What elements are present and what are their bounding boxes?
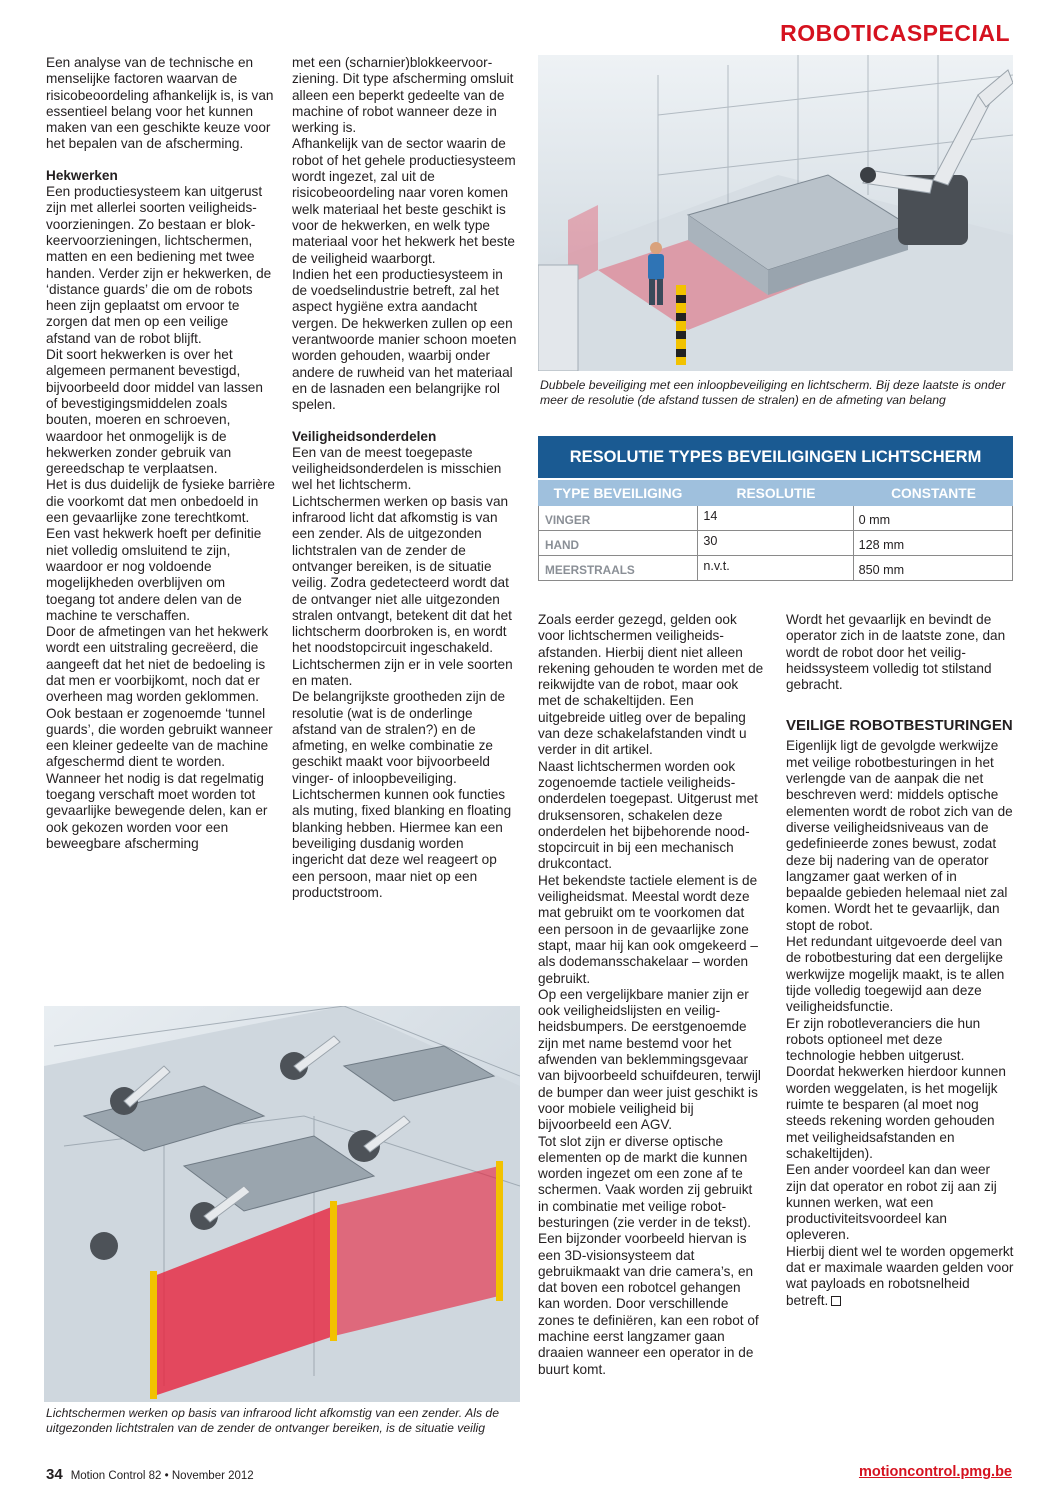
paragraph: Naast lichtschermen worden ook zogenoemde tactiele veiligheidsonderdelen toegepast. Uitgerust met druksensoren, schakelen deze onderdelen het bijbehorende noodstopcircuit in bij een mechanisch drukcontact. [538, 758, 758, 872]
paragraph: Lichtschermen zijn er in vele soorten en maten. [292, 656, 513, 688]
paragraph: Lichtschermen kunnen ook functies als muting, fixed blanking en floating blanking hebben. Hiermee kan een beveiliging dusdanig worden ingericht dat deze wel reageert op een persoon, maar niet op een productstroom. [292, 787, 512, 900]
paragraph: Het is dus duidelijk de fysieke barrière die voorkomt dat men onbedoeld in een gevaarlijke zone terechtkomt. [46, 477, 275, 526]
table-header-cell: TYPE BEVEILIGING [553, 486, 683, 501]
paragraph: Tot slot zijn er diverse optische elementen op de markt die kunnen worden ingezet om een zone af te schermen. Vaak worden zij gebruikt in combinatie met veilige robotbesturingen (zie verder in de tekst). Een bijzonder voorbeeld hiervan is een 3D-visionsysteem dat gebruikmaakt van drie camera’s, en dat boven een robotcel gehangen kan worden. Door verschillende zones te definiëren, kan een robot of machine eerst langzamer gaan draaien wanneer een operator in de buurt komt. [538, 1133, 759, 1377]
robot-cell-illustration [538, 55, 1013, 371]
text-column-2 [292, 55, 518, 901]
paragraph: Dit soort hekwerken is over het algemeen permanent bevestigd, bijvoorbeeld door middel van lassen of bevestigingsmiddelen zoals bouten, moeren en schroeven, waardoor het onmogelijk is de hekwerken zonder gebruik van gereedschap te verplaatsen. [46, 347, 263, 477]
table-header-row [538, 478, 1013, 506]
end-of-article-icon [831, 1296, 841, 1306]
resolution-table [538, 436, 1013, 581]
text-column-1 [46, 55, 276, 852]
paragraph: met een (scharnier)blokkeervoorziening. Dit type afscherming omsluit alleen een beperkt gedeelte van de machine of robot wanneer deze in werking is. [292, 55, 514, 136]
paragraph: Een ander voordeel kan dan weer zijn dat operator en robot zij aan zij kunnen werken, wat een productiviteitsvoordeel kan opleveren. [786, 1162, 997, 1243]
paragraph: Het bekendste tactiele element is de veiligheidsmat. Meestal wordt deze mat gebruikt om te voorkomen dat een persoon in de gevaarlijke zone stapt, maar hij kan ook omgekeerd – als dodemansschakelaar – worden gebruikt. [538, 872, 758, 986]
paragraph: Eigenlijk ligt de gevolgde werkwijze met veilige robotbesturingen in het verlengde van de aanpak die net beschreven werd: middels optische elementen wordt de robot zich van de diverse veiligheidsniveaus van de gedefinieerde zones bewust, zodat deze bij nadering van de operator langzamer gaat werken of in bepaalde gebieden helemaal niet zal komen. Wordt het te gevaarlijk, dan stopt de robot. [786, 738, 1013, 933]
robot-line-photo [44, 1006, 520, 1402]
table-title: RESOLUTIE TYPES BEVEILIGINGEN LICHTSCHERM [538, 436, 1013, 478]
paragraph: Zoals eerder gezegd, gelden ook voor lichtschermen veiligheidsafstanden. Hierbij dient niet alleen rekening gehouden te worden met de reikwijdte van de robot, maar ook met de schakeltijden. Een uitgebreide uitleg over de bepaling van deze schakelafstanden vindt u verder in dit artikel. [538, 612, 764, 758]
paragraph: Een vast hekwerk hoeft per definitie niet volledig omsluitend te zijn, waardoor er nog voldoende mogelijkheden overblijven om toegang tot andere delen van de machine te verschaffen. [46, 526, 262, 623]
subheading-veiligheidsonderdelen: Veiligheidsonderdelen [292, 428, 437, 444]
paragraph: De belangrijkste grootheden zijn de resolutie (wat is de onderlinge afstand van de stralen?) en de afmeting, en welke combinatie ze geschikt maakt voor bijvoorbeeld vinger- of inloopbeveiliging. [292, 689, 506, 786]
section-title: ROBOTICASPECIAL [780, 20, 1010, 46]
paragraph: Door de afmetingen van het hekwerk wordt een uitstraling gecreëerd, die aangeeft dat het niet de bedoeling is dat men er voorbijkomt, noch dat er overheen mag worden geklommen. [46, 624, 269, 705]
paragraph: Een analyse van de technische en menselijke factoren waarvan de risicobeoordeling afhankelijk is, is van essentieel belang voor het kunnen maken van een geschikte keuze voor het bepalen van de afscherming. [46, 55, 274, 152]
publication-info: Motion Control 82 • November 2012 [70, 1470, 254, 1482]
table-cell-constant: 0 mm [858, 513, 891, 527]
paragraph: Indien het een productiesysteem in de voedselindustrie betreft, zal het aspect hygiëne extra aandacht vergen. De hekwerken zullen op een verantwoorde manier schoon moeten worden gehouden, waarbij onder andere de ruwheid van het materiaal en de lasnaden een belangrijke rol spelen. [292, 266, 517, 413]
page-footer [46, 1466, 254, 1483]
paragraph: Er zijn robotleveranciers die hun robots optioneel met deze technologie hebben uitgerust. [786, 1015, 981, 1064]
table-cell-constant: 850 mm [858, 563, 905, 577]
text-column-4 [786, 612, 1014, 1309]
table-header-cell: RESOLUTIE [736, 486, 816, 501]
table-cell-resolution: 14 [698, 506, 853, 530]
paragraph [786, 1244, 1014, 1309]
paragraph: Een van de meest toegepaste veiligheidsonderdelen is misschien wel het lichtscherm. [292, 444, 502, 493]
table-cell-type: VINGER [539, 506, 698, 530]
table-row [539, 506, 1012, 531]
page-number: 34 [46, 1466, 63, 1483]
paragraph: Het redundant uitgevoerde deel van de robotbesturing dat een dergelijke werkwijze mogelijk maakt, is te allen tijde volledig toegewijd aan deze veiligheidsfunctie. [786, 934, 1005, 1015]
table-body [538, 506, 1013, 581]
photo-caption-1: Dubbele beveiliging met een inloopbeveiliging en lichtscherm. Bij deze laatste is onder meer de resolutie (de afstand tussen de stralen) en de afmeting van belang [540, 378, 1006, 408]
table-cell-type: HAND [539, 531, 698, 555]
paragraph: Ook bestaan er zogenoemde ‘tunnel guards’, die worden gebruikt wanneer een kleiner gedeelte van de machine afgeschermd dient te worden. [46, 705, 273, 770]
website-link[interactable]: motioncontrol.pmg.be [858, 1464, 1012, 1480]
table-header-cell: CONSTANTE [891, 486, 976, 501]
table-cell-resolution: 30 [698, 531, 853, 555]
table-cell-constant: 128 mm [858, 538, 905, 552]
photo-caption-2: Lichtschermen werken op basis van infrarood licht afkomstig van een zender. Als de uitgezonden lichtstralen van de zender de ontvanger bereiken, is de situatie veilig [46, 1406, 499, 1436]
paragraph: Afhankelijk van de sector waarin de robot of het gehele productiesysteem wordt ingezet, zal uit de risicobeoordeling naar voren komen welk materiaal het beste geschikt is voor de hekwerken, en welk type materiaal voor het hekwerk het beste de veiligheid waarborgt. [292, 136, 516, 266]
table-row [539, 556, 1012, 581]
paragraph: Een productiesysteem kan uitgerust zijn met allerlei soorten veiligheidsvoorzieningen. Zo bestaan er blokkeervoorzieningen, lichtschermen, matten en een bediening met twee handen. Verder zijn er hekwerken, de ‘distance guards’ die om de robots heen zijn geplaatst om ervoor te zorgen dat men op een veilige afstand van de robot blijft. [46, 184, 272, 346]
paragraph: Doordat hekwerken hierdoor kunnen worden weggelaten, is het mogelijk ruimte te besparen (al moet nog steeds rekening worden gehouden met veiligheidsafstanden en schakeltijden). [786, 1064, 1006, 1161]
paragraph: Op een vergelijkbare manier zijn er ook veiligheidslijsten en veiligheidsbumpers. De eerstgenoemde zijn met name bestemd voor het afwenden van beklemmingsgevaar van bijvoorbeeld schuifdeuren, terwijl de bumper dan weer juist geschikt is voor mobiele veiligheid bij bijvoorbeeld een AGV. [538, 986, 761, 1133]
paragraph: Lichtschermen werken op basis van infrarood licht dat afkomstig is van een zender. Als de uitgezonden lichtstralen van de zender de ontvanger bereiken, is de situatie veilig. Zodra gedetecteerd wordt dat de ontvanger niet alle uitgezonden stralen ontvangt, betekent dit dat het lichtscherm doorbroken is, en wordt het noodstopcircuit ingeschakeld. [292, 493, 512, 656]
subheading-hekwerken: Hekwerken [46, 167, 118, 183]
subheading-veilige-robotbesturingen: VEILIGE ROBOTBESTURINGEN [786, 717, 1013, 735]
text-column-3 [538, 612, 764, 1378]
paragraph-text: Hierbij dient wel te worden opgemerkt dat er maximale waarden gelden voor wat payloads en robotsnelheid betreft. [786, 1243, 1014, 1308]
table-cell-type: MEERSTRAALS [539, 556, 698, 580]
paragraph: Wordt het gevaarlijk en bevindt de operator zich in de laatste zone, dan wordt de robot door het veiligheidssysteem volledig tot stilstand gebracht. [786, 612, 1006, 693]
robot-cell-photo [538, 55, 1013, 371]
paragraph: Wanneer het nodig is dat regelmatig toegang verschaft moet worden tot gevaarlijke bewegende delen, kan er ook gekozen worden voor een beweegbare afscherming [46, 770, 268, 851]
robot-line-illustration [44, 1006, 520, 1402]
table-cell-resolution: n.v.t. [698, 556, 853, 580]
table-row [539, 531, 1012, 556]
